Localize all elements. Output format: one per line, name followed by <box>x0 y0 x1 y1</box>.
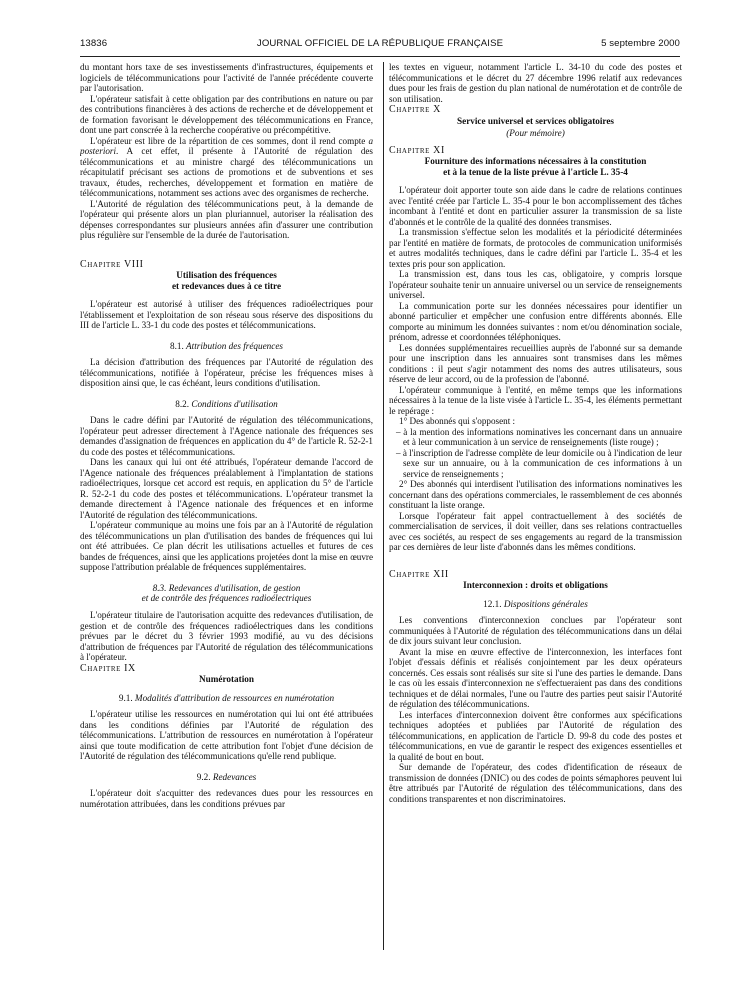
chapter-title: Service universel et services obligatoires <box>457 115 614 126</box>
chapter-title: Fourniture des informations nécessaires à la constitution <box>424 156 647 167</box>
chapter-title: et redevances dues à ce titre <box>171 280 282 291</box>
paragraph: L'opérateur communique au moins une fois par an à l'Autorité de régulation des télécommunications un plan d'utilisation des bandes de fréquences qui lui ont été attribuées. Ce plan décrit les utilisations actuelles et futures de ces bandes de fréquences, ainsi que les applications projetées dont la mise en œuvre suppose l'attribution préalable de fréquences supplémentaires. <box>80 520 373 573</box>
paragraph: L'opérateur est libre de la répartition de ces sommes, dont il rend compte a posteriori. A cet effet, il présente à l'Autorité de régulation des télécommunications et au ministre chargé des télécommunications un récapitulatif précisant ses actions de promotions et de subventions et ses travaux, études, recherches, développement et formation en matière de télécommunications, notamment ses actions avec des organismes de recherche. <box>80 135 373 198</box>
paragraph: Avant la mise en œuvre effective de l'interconnexion, les interfaces font l'objet d'essais définis et réalisés conjointement par les deux opérateurs concernés. Ces essais sont réalisés sur site si l'une des parties le demande. Dans le cas où les essais d'interconnexion ne s'effectueraient pas dans des conditions techniques et de délai normales, l'une ou l'autre des parties peut saisir l'Autorité de régulation des télécommunications. <box>389 646 682 710</box>
paragraph: Les conventions d'interconnexion conclues par l'opérateur sont communiquées à l'Autorité de régulation des télécommunications dans un délai de dix jours suivant leur conclusion. <box>389 615 682 647</box>
right-column <box>389 62 682 952</box>
section-heading: 8.1. Attribution des fréquences <box>169 340 284 351</box>
journal-title: JOURNAL OFFICIEL DE LA RÉPUBLIQUE FRANÇAISE <box>256 38 504 49</box>
paragraph: L'opérateur satisfait à cette obligation par des contributions en nature ou par des contributions financières à des actions de recherche et de développement et de formation favorisant le développement des télécommunications en France, dont une part conscrée à la recherche coopérative ou précompétitive. <box>80 93 373 135</box>
chapter-title: Numérotation <box>199 674 254 685</box>
paragraph: Sur demande de l'opérateur, des codes d'identification de réseaux de transmission de données (DNIC) ou des codes de points sémaphores peuvent lui être attribués par l'Autorité de régulation des télécommunications, dans des conditions transparentes et non discriminatoires. <box>389 762 682 804</box>
list-item: – à la mention des informations nominatives les concernant dans un annuaire et à leur communication à un service de renseignements (liste rouge) ; <box>396 426 682 448</box>
chapter-label: Chapitre XI <box>389 144 445 156</box>
paragraph: Lorsque l'opérateur fait appel contractuellement à des sociétés de commercialisation de services, il doit veiller, dans ses relations contractuelles avec ces sociétés, au respect de ses engagements au regard de la transmission par ces dernières de leur liste d'abonnés dans les mêmes conditions. <box>389 510 682 553</box>
paragraph: Les interfaces d'interconnexion doivent être conformes aux spécifications techniques adoptées et publiées par l'Autorité de régulation des télécommunications, en application de l'article D. 99-8 du code des postes et télécommunications, en vue de garantir le respect des exigences essentielles et la qualité de bout en bout. <box>389 709 682 762</box>
paragraph: Les données supplémentaires recueillies auprès de l'abonné sur sa demande pour une inscription dans les annuaires sont transmises dans les mêmes conditions : il peut s'agir notamment des noms des autres utilisateurs, sous réserve de leur accord, ou de la profession de l'abonné. <box>389 342 682 385</box>
chapter-label: Chapitre IX <box>80 662 136 674</box>
chapter-subtitle: (Pour mémoire) <box>506 128 565 139</box>
chapter-label: Chapitre VIII <box>80 258 144 270</box>
paragraph: L'opérateur doit s'acquitter des redevances dues pour les ressources en numérotation attribuées, dans les conditions prévues par <box>80 788 373 809</box>
section-heading: 9.1. Modalités d'attribution de ressources en numérotation <box>118 692 335 703</box>
chapter-label: Chapitre XII <box>389 568 449 580</box>
page-header <box>80 38 680 54</box>
paragraph: L'opérateur doit apporter toute son aide dans le cadre de relations continues avec l'entité créée par l'article L. 35-4 pour le bon accomplissement des tâches incombant à l'entité et dont en particulier assurer la transmission de sa liste d'abonnés et le contrôle de la qualité des données transmises. <box>389 185 682 227</box>
section-heading: 8.2. Conditions d'utilisation <box>175 398 278 409</box>
paragraph: La décision d'attribution des fréquences par l'Autorité de régulation des télécommunications, notifiée à l'opérateur, précise les fréquences mises à disposition ainsi que, le cas échéant, leurs conditions d'utilisation. <box>80 357 373 389</box>
list-item: – à l'inscription de l'adresse complète de leur domicile ou à l'indication de leur sexe sur un annuaire, ou à la communication de ces informations à un service de renseignements ; <box>396 447 682 479</box>
paragraph: 2° Des abonnés qui interdisent l'utilisation des informations nominatives les concernant dans des opérations commerciales, le rassemblement de ces abonnés constituant la liste orange. <box>389 479 682 511</box>
section-heading: 9.2. Redevances <box>196 771 257 782</box>
chapter-title: Utilisation des fréquences <box>176 270 277 280</box>
header-rule <box>80 56 680 57</box>
paragraph: Dans le cadre défini par l'Autorité de régulation des télécommunications, l'opérateur peut adresser directement à l'Agence nationale des fréquences ses demandes d'assignation de fréquences en application du 4° de l'article R. 52-2-1 du code des postes et télécommunications. <box>80 415 373 457</box>
paragraph: 1° Des abonnés qui s'opposent : <box>399 416 516 427</box>
page-number: 13836 <box>80 38 108 49</box>
paragraph: L'Autorité de régulation des télécommunications peut, à la demande de l'opérateur qui présente alors un plan pluriannuel, autoriser la réalisation des dépenses correspondantes sur plusieurs années afin d'assurer une contribution plus régulière sur l'ensemble de la durée de l'autorisation. <box>80 198 373 240</box>
paragraph: du montant hors taxe de ses investissements d'infrastructures, équipements et logiciels de télécommunications pour l'activité de l'année précédente couverte par l'autorisation. <box>80 62 373 93</box>
paragraph: Dans les canaux qui lui ont été attribués, l'opérateur demande l'accord de l'Agence nationale des fréquences préalablement à l'implantation de stations radioélectriques, lorsque cet accord est requis, en application du 5° de l'article R. 52-2-1 du code des postes et télécommunications. L'opérateur transmet la demande directement à l'Agence nationale des fréquences et en informe l'Autorité de régulation des télécommunications. <box>80 457 373 520</box>
publication-date: 5 septembre 2000 <box>601 38 680 49</box>
chapter-title: et à la tenue de la liste prévue à l'article L. 35-4 <box>443 166 628 177</box>
paragraph: La communication porte sur les données nécessaires pour identifier un abonné particulier et empêcher une confusion entre différents abonnés. Elle comporte au minimum les données suivantes : nom et/ou dénomination sociale, prénom, adresse et coordonnées téléphoniques. <box>389 300 682 343</box>
paragraph: La transmission est, dans tous les cas, obligatoire, y compris lorsque l'opérateur souhaite tenir un annuaire universel ou un service de renseignements universel. <box>389 269 682 301</box>
chapter-title: Interconnexion : droits et obligations <box>463 580 608 591</box>
paragraph: L'opérateur utilise les ressources en numérotation qui lui ont été attribuées dans les conditions définies par l'Autorité de régulation des télécommunications. L'attribution de ressources en numérotation à l'opérateur ainsi que toute modification de cette attribution font l'objet d'une décision de l'Autorité de régulation des télécommunications qu'elle rend publique. <box>80 709 373 762</box>
paragraph: L'opérateur communique à l'entité, en même temps que les informations nécessaires à la tenue de la liste visée à l'article L. 35-4, les éléments permettant le repérage : <box>389 384 682 416</box>
section-heading: et de contrôle des fréquences radioélectriques <box>141 593 312 604</box>
left-column <box>80 62 373 952</box>
chapter-label: Chapitre X <box>389 104 441 115</box>
paragraph: les textes en vigueur, notamment l'article L. 34-10 du code des postes et télécommunications et le décret du 27 décembre 1996 relatif aux redevances dues pour les frais de gestion du plan national de numérotation et de contrôle de son utilisation. <box>389 62 682 104</box>
paragraph: La transmission s'effectue selon les modalités et la périodicité déterminées par l'entité en matière de formats, de protocoles de communication uniformisés et autres modalités techniques, dans le cadre défini par l'article L. 35-4 et les textes pris pour son application. <box>389 227 682 269</box>
paragraph: L'opérateur est autorisé à utiliser des fréquences radioélectriques pour l'établissement et l'exploitation de son réseau sous réserve des dispositions du III de l'article L. 33-1 du code des postes et télécommunications. <box>80 299 373 331</box>
paragraph: L'opérateur titulaire de l'autorisation acquitte des redevances d'utilisation, de gestion et de contrôle des fréquences radioélectriques dans les conditions prévues par le décret du 3 février 1993 modifié, au vu des décisions d'attribution de fréquences par l'Autorité de régulation des télécommunications à l'opérateur. <box>80 610 373 663</box>
section-heading: 8.3. Redevances d'utilisation, de gestion <box>152 582 301 593</box>
section-heading: 12.1. Dispositions générales <box>483 598 588 609</box>
column-divider <box>383 62 384 950</box>
